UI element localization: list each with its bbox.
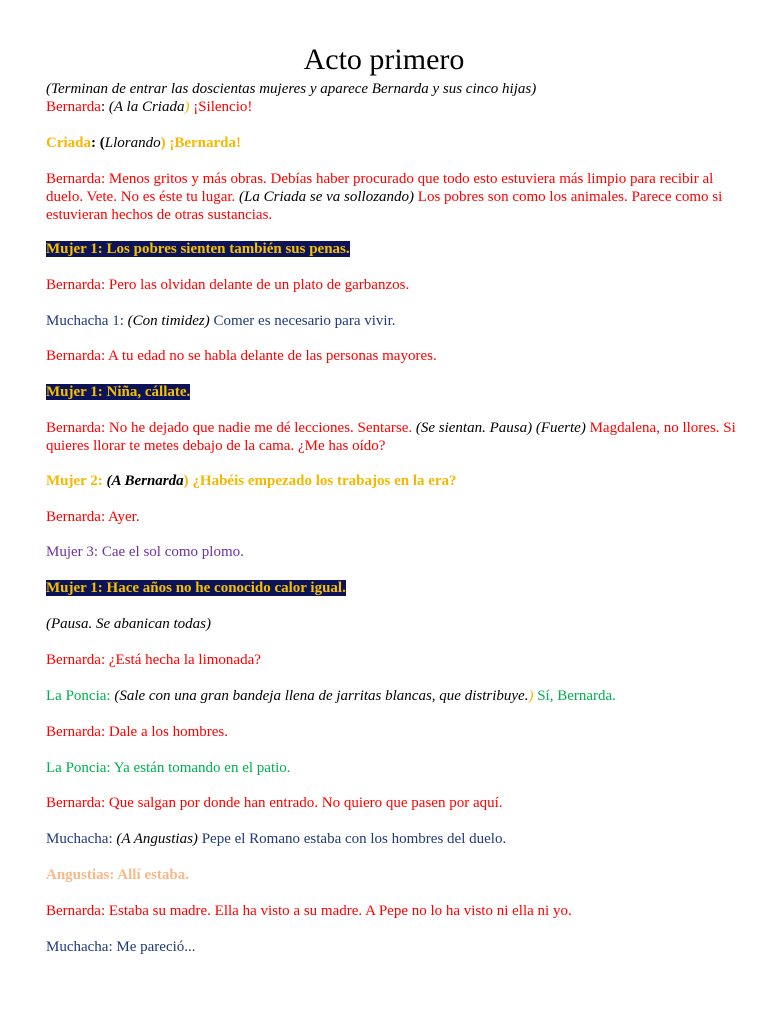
dialogue-line-mujer3: Mujer 3: Cae el sol como plomo. — [46, 544, 244, 560]
dialogue-line-bernarda-6: Bernarda: Ayer. — [46, 509, 140, 525]
speaker-name: Muchacha: — [46, 831, 117, 847]
stage-direction-pause: (Pausa. Se abanican todas) — [46, 616, 211, 632]
stage-open-paren: ( — [96, 135, 105, 151]
highlighted-dialogue: Mujer 1: Niña, cállate. — [46, 384, 191, 400]
highlighted-dialogue: Mujer 1: Los pobres sienten también sus penas. — [46, 241, 350, 257]
dialogue-line-mujer1-3 — [46, 579, 736, 597]
stage-direction: (A Bernarda — [106, 473, 184, 489]
speaker-colon: : — [100, 99, 106, 115]
dialogue-text: No he dejado que nadie me dé lecciones. Sentarse. — [105, 420, 416, 436]
dialogue-line-muchacha-1 — [46, 830, 736, 848]
dialogue-line-la-poncia-2: La Poncia: Ya están tomando en el patio. — [46, 760, 291, 776]
speaker-name: Criada — [46, 135, 91, 151]
dialogue-line-mujer1-1 — [46, 240, 736, 258]
stage-direction-2: (Fuerte) — [532, 420, 586, 436]
dialogue-line-muchacha1 — [46, 312, 736, 330]
dialogue-text: Menos gritos y más obras. Debías haber procurado que todo esto estuviera más limpio para recibir al duelo. Vete. No es éste tu lugar. — [46, 171, 714, 205]
dialogue-text-continued: Los pobres son como los animales. Parece como si estuvieran hechos de otras sustancias. — [46, 189, 723, 223]
dialogue-line-bernarda-4: Bernarda: A tu edad no se habla delante de las personas mayores. — [46, 348, 437, 364]
stage-direction: (Con timidez) — [127, 313, 210, 329]
dialogue-text: Comer es necesario para vivir. — [209, 313, 396, 329]
dialogue-line-mujer2 — [46, 472, 736, 490]
dialogue-line-bernarda-7: Bernarda: ¿Está hecha la limonada? — [46, 652, 261, 668]
highlighted-dialogue: Mujer 1: Hace años no he conocido calor igual. — [46, 580, 346, 596]
dialogue-line-angustias: Angustias: Allí estaba. — [46, 867, 189, 883]
stage-close-paren: ) — [528, 688, 534, 704]
dialogue-text: ¡Bernarda! — [165, 135, 242, 151]
stage-close-paren: ) — [160, 135, 166, 151]
speaker-name: Bernarda: — [46, 171, 106, 187]
dialogue-line-criada — [46, 134, 736, 152]
dialogue-text: Sí, Bernarda. — [533, 688, 616, 704]
speaker-name: Bernarda: — [46, 420, 106, 436]
dialogue-text-continued: Magdalena, no llores. Si quieres llorar te metes debajo de la cama. ¿Me has oído? — [46, 420, 736, 454]
page-title: Acto primero — [303, 43, 465, 76]
speaker-name: Muchacha 1: — [46, 313, 128, 329]
speaker-colon: : — [91, 135, 96, 151]
stage-close-paren: ) — [409, 189, 415, 205]
speaker-name: Mujer 2: — [46, 473, 107, 489]
stage-direction-opening: (Terminan de entrar las doscientas mujeres y aparece Bernarda y sus cinco hijas) — [46, 81, 537, 97]
stage-direction: (Se sientan. Pausa) — [415, 420, 533, 436]
dialogue-line-bernarda-2 — [46, 170, 736, 224]
stage-direction: (Sale con una gran bandeja llena de jarritas blancas, que distribuye. — [114, 688, 529, 704]
stage-direction: (A Angustias) — [116, 831, 198, 847]
stage-close-paren: ) — [184, 99, 190, 115]
dialogue-text: ¿Habéis empezado los trabajos en la era? — [188, 473, 457, 489]
dialogue-line-la-poncia-1 — [46, 687, 736, 705]
speaker-name: La Poncia: — [46, 688, 115, 704]
dialogue-line-bernarda-9: Bernarda: Que salgan por donde han entrado. No quiero que pasen por aquí. — [46, 795, 503, 811]
stage-direction: (La Criada se va sollozando — [239, 189, 410, 205]
stage-direction: Llorando — [104, 135, 161, 151]
dialogue-line-mujer1-2 — [46, 383, 736, 401]
dialogue-line-bernarda-1 — [46, 98, 736, 116]
dialogue-line-bernarda-10: Bernarda: Estaba su madre. Ella ha visto a su madre. A Pepe no lo ha visto ni ella ni yo. — [46, 903, 572, 919]
stage-close-paren: ) — [183, 473, 189, 489]
stage-direction: (A la Criada — [108, 99, 185, 115]
dialogue-line-muchacha-2: Muchacha: Me pareció... — [46, 939, 196, 955]
dialogue-text: ¡Silencio! — [189, 99, 253, 115]
speaker-name: Bernarda — [46, 99, 101, 115]
dialogue-line-bernarda-5 — [46, 419, 736, 455]
dialogue-line-bernarda-8: Bernarda: Dale a los hombres. — [46, 724, 229, 740]
dialogue-text: Pepe el Romano estaba con los hombres del duelo. — [197, 831, 507, 847]
dialogue-line-bernarda-3: Bernarda: Pero las olvidan delante de un plato de garbanzos. — [46, 277, 410, 293]
